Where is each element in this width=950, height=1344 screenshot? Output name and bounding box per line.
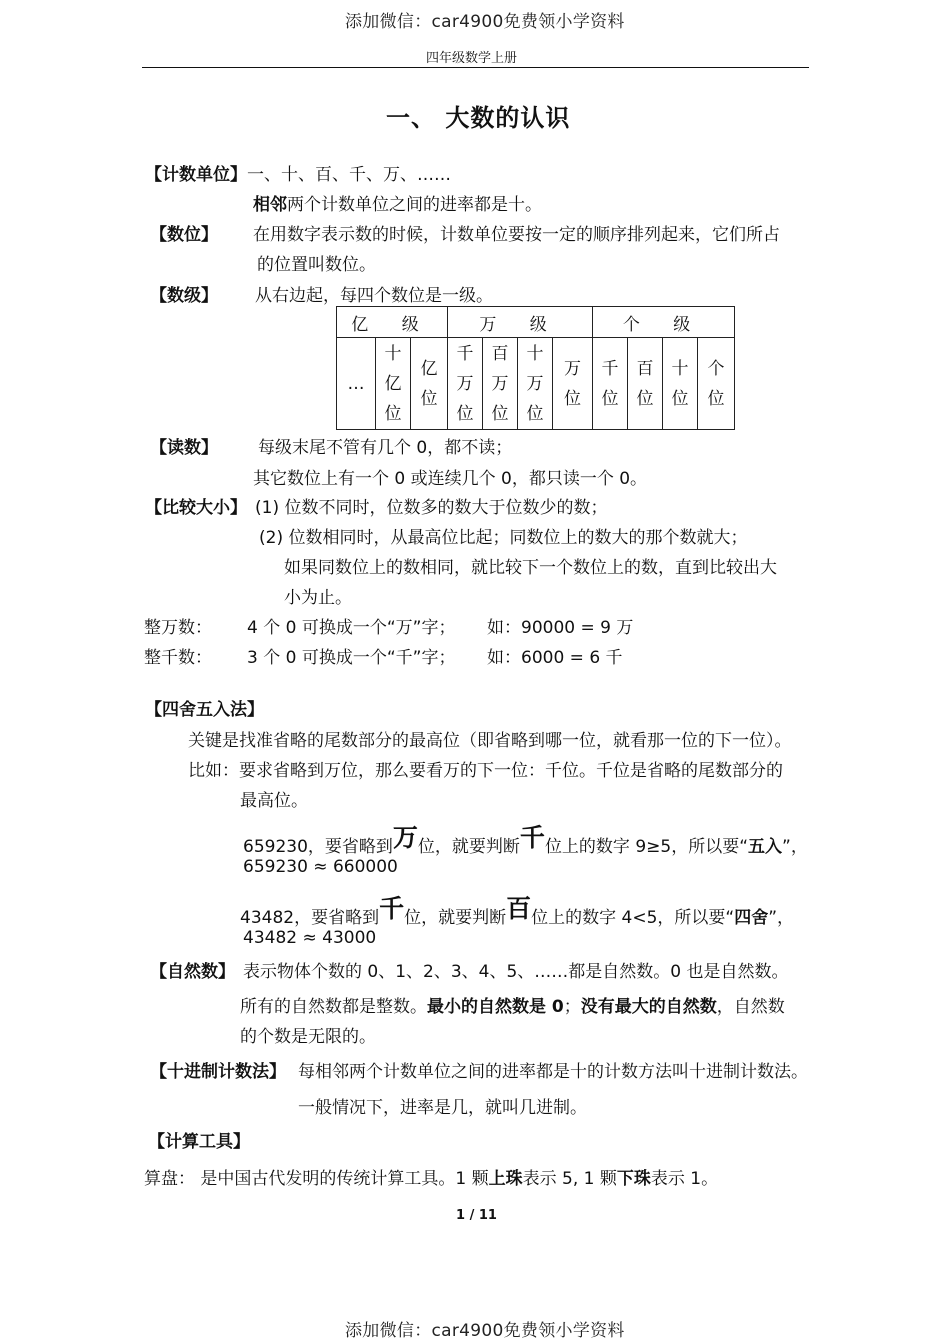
counting-unit-term: 【计数单位】 (145, 165, 247, 185)
rounding-line1: 关键是找准省略的尾数部分的最高位（即省略到哪一位，就看那一位的下一位）。 (188, 731, 792, 751)
rounding-term: 【四舍五入法】 (145, 700, 264, 720)
counting-unit-note-text: 两个计数单位之间的进率都是十。 (287, 195, 542, 215)
compare-line1: (1) 位数不同时，位数多的数大于位数少的数； (255, 498, 608, 518)
rounding-line3: 最高位。 (240, 791, 308, 811)
reading-line1: 每级末尾不管有几个 0，都不读； (258, 438, 513, 458)
class-wan: 万 级 (448, 307, 593, 338)
upper-bead-bold: 上珠 (488, 1169, 523, 1189)
decimal-line2: 一般情况下，进率是几，就叫几进制。 (298, 1098, 587, 1118)
page-number: 1 / 11 (456, 1208, 497, 1223)
whole-wan-example: 如：90000 = 9 万 (487, 618, 634, 638)
place-cell-yi: 亿 位 (411, 338, 448, 430)
big-qian: 千 (519, 823, 545, 852)
ellipsis-cell: … (337, 338, 376, 430)
natural-line1: 表示物体个数的 0、1、2、3、4、5、……都是自然数。0 也是自然数。 (243, 962, 789, 982)
counting-unit-note (253, 190, 542, 215)
reading-line2: 其它数位上有一个 0 或连续几个 0，都只读一个 0。 (253, 469, 648, 489)
rounding-example2-result: 43482 ≈ 43000 (243, 928, 377, 948)
header-rule (142, 67, 809, 68)
place-cell-wan: 万 位 (553, 338, 593, 430)
class-header-row (337, 307, 735, 338)
whole-wan-label: 整万数： (144, 618, 212, 638)
place-cell-baiwan: 百 万 位 (483, 338, 518, 430)
place-cell-qian: 千 位 (593, 338, 628, 430)
whole-wan-rule: 4 个 0 可换成一个“万”字； (247, 618, 456, 638)
counting-unit-line (145, 160, 451, 185)
whole-qian-label: 整千数： (144, 648, 212, 668)
sishe-bold: 四舍 (734, 908, 769, 928)
place-cell-shiwan: 十 万 位 (518, 338, 553, 430)
place-cell-ge: 个 位 (698, 338, 735, 430)
rounding-example1-result: 659230 ≈ 660000 (243, 857, 398, 877)
class-ge: 个 级 (593, 307, 735, 338)
watermark-top: 添加微信：car4900免费领小学资料 (345, 12, 625, 32)
class-yi: 亿 级 (337, 307, 448, 338)
smallest-natural-bold: 最小的自然数是 0 (427, 997, 564, 1017)
compare-term: 【比较大小】 (145, 498, 247, 518)
whole-qian-rule: 3 个 0 可换成一个“千”字； (247, 648, 456, 668)
rounding-example2: 43482，要省略到千位，就要判断百位上的数字 4<5，所以要“四舍”， (240, 894, 795, 928)
rounding-example1: 659230，要省略到万位，就要判断千位上的数字 9≥5，所以要“五入”， (243, 823, 808, 857)
place-cell-shi: 十 位 (663, 338, 698, 430)
big-bai: 百 (506, 894, 532, 923)
natural-line2: 所有的自然数都是整数。最小的自然数是 0；没有最大的自然数，自然数 (240, 997, 785, 1017)
digit-place-line1: 在用数字表示数的时候，计数单位要按一定的顺序排列起来，它们所占 (253, 225, 780, 245)
digit-place-line2: 的位置叫数位。 (257, 255, 376, 275)
place-row (337, 338, 735, 430)
digit-place-term: 【数位】 (150, 225, 218, 245)
whole-qian-example: 如：6000 = 6 千 (487, 648, 623, 668)
watermark-bottom: 添加微信：car4900免费领小学资料 (345, 1321, 625, 1341)
wuru-bold: 五入 (748, 837, 783, 857)
adjacent-bold: 相邻 (253, 195, 287, 215)
counting-unit-text: 一、十、百、千、万、…… (247, 165, 451, 185)
tools-line: 算盘： 是中国古代发明的传统计算工具。1 颗上珠表示 5, 1 颗下珠表示 1。 (144, 1169, 719, 1189)
big-wan: 万 (392, 823, 418, 852)
place-cell-qianwan: 千 万 位 (448, 338, 483, 430)
tools-term: 【计算工具】 (148, 1132, 250, 1152)
digit-class-text: 从右边起，每四个数位是一级。 (255, 286, 493, 306)
place-value-table (336, 306, 735, 430)
decimal-line1: 每相邻两个计数单位之间的进率都是十的计数方法叫十进制计数法。 (298, 1062, 808, 1082)
decimal-term: 【十进制计数法】 (150, 1062, 286, 1082)
compare-line3: 如果同数位上的数相同，就比较下一个数位上的数，直到比较出大 (284, 558, 777, 578)
reading-term: 【读数】 (150, 438, 218, 458)
lower-bead-bold: 下珠 (616, 1169, 651, 1189)
page-title: 一、 大数的认识 (386, 104, 571, 132)
place-cell-shiyi: 十 亿 位 (376, 338, 411, 430)
digit-class-term: 【数级】 (150, 286, 218, 306)
rounding-line2: 比如：要求省略到万位，那么要看万的下一位：千位。千位是省略的尾数部分的 (188, 761, 783, 781)
header-subtitle: 四年级数学上册 (426, 51, 518, 66)
compare-line4: 小为止。 (284, 588, 352, 608)
place-cell-bai: 百 位 (628, 338, 663, 430)
compare-line2: (2) 位数相同时，从最高位比起；同数位上的数大的那个数就大； (259, 528, 748, 548)
natural-line3: 的个数是无限的。 (240, 1027, 376, 1047)
big-qian-2: 千 (379, 894, 405, 923)
no-largest-bold: 没有最大的自然数 (580, 997, 717, 1017)
natural-term: 【自然数】 (150, 962, 235, 982)
